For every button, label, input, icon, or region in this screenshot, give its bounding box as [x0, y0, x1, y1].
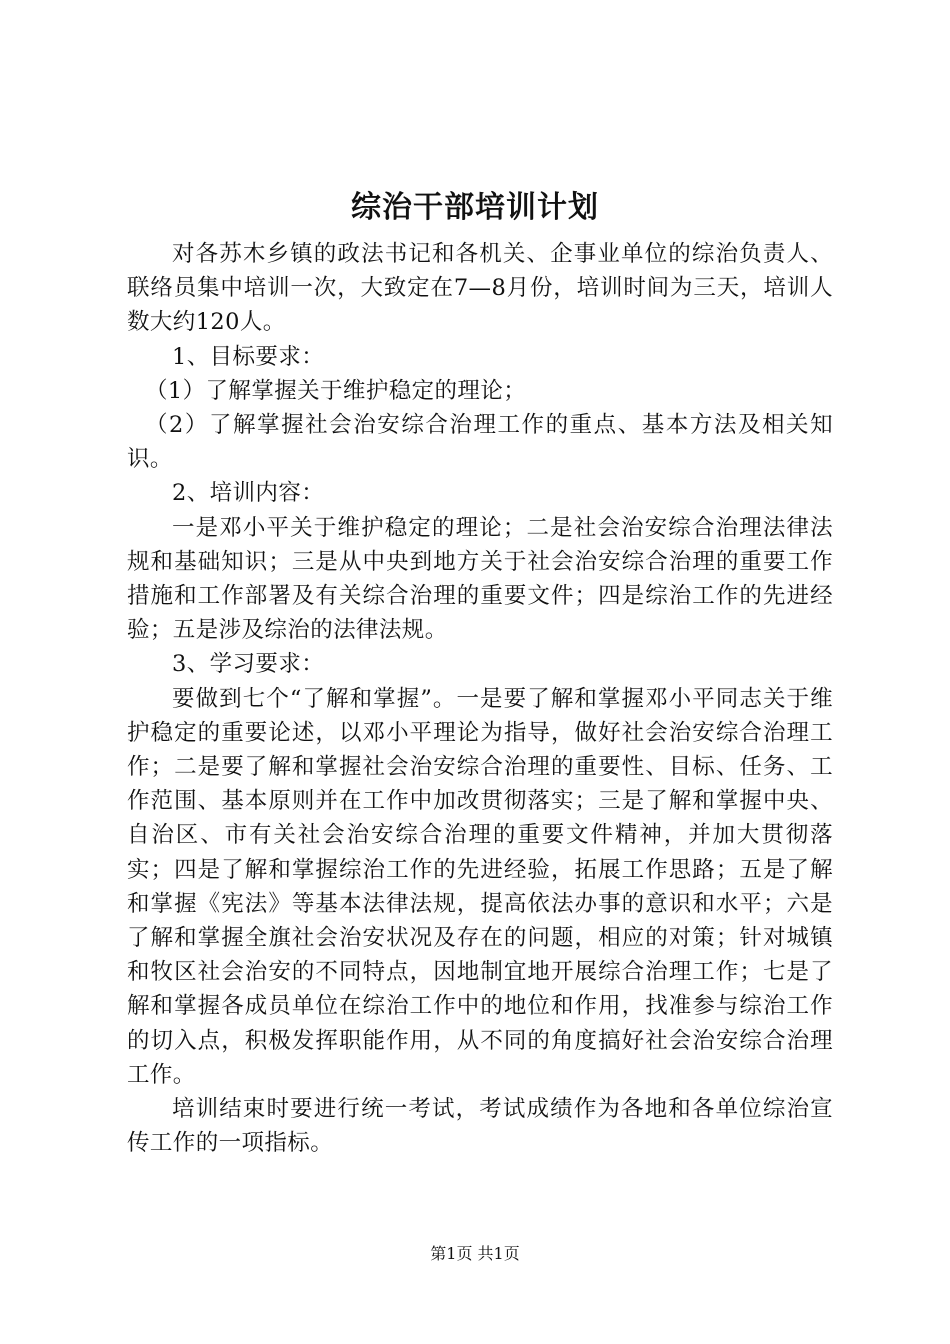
heading-goals: 1、目标要求：	[172, 343, 325, 370]
paragraph-intro: 对各苏木乡镇的政法书记和各机关、企事业单位的综治负责人、联络员集中培训一次，大致定在7—8月份，培训时间为三天，培训人数大约120人。	[127, 241, 833, 336]
page-number-footer: 第1页 共1页	[430, 1244, 520, 1263]
goal-item-1: （1）了解掌握关于维护稳定的理论；	[145, 377, 527, 404]
document-title: 综治干部培训计划	[351, 190, 599, 225]
document-body	[127, 237, 833, 1160]
heading-study: 3、学习要求：	[172, 651, 325, 678]
heading-content: 2、培训内容：	[172, 480, 325, 507]
paragraph-study: 要做到七个“了解和掌握”。一是要了解和掌握邓小平同志关于维护稳定的重要论述，以邓小平理论为指导，做好社会治安综合治理工作；二是要了解和掌握社会治安综合治理的重要性、目标、任务、工作范围、基本原则并在工作中加改贯彻落实；三是了解和掌握中央、自治区、市有关社会治安综合治理的重要文件精神，并加大贯彻落实；四是了解和掌握综治工作的先进经验，拓展工作思路；五是了解和掌握《宪法》等基本法律法规，提高依法办事的意识和水平；六是了解和掌握全旗社会治安状况及存在的问题，相应的对策；针对城镇和牧区社会治安的不同特点，因地制宜地开展综合治理工作；七是了解和掌握各成员单位在综治工作中的地位和作用，找准参与综治工作的切入点，积极发挥职能作用，从不同的角度搞好社会治安综合治理工作。	[127, 685, 833, 1088]
goal-item-2: （2）了解掌握社会治安综合治理工作的重点、基本方法及相关知识。	[127, 412, 833, 473]
paragraph-content: 一是邓小平关于维护稳定的理论；二是社会治安综合治理法律法规和基础知识；三是从中央到地方关于社会治安综合治理的重要工作措施和工作部署及有关综合治理的重要文件；四是综治工作的先进经验；五是涉及综治的法律法规。	[127, 514, 833, 644]
paragraph-exam: 培训结束时要进行统一考试，考试成绩作为各地和各单位综治宣传工作的一项指标。	[127, 1096, 833, 1157]
